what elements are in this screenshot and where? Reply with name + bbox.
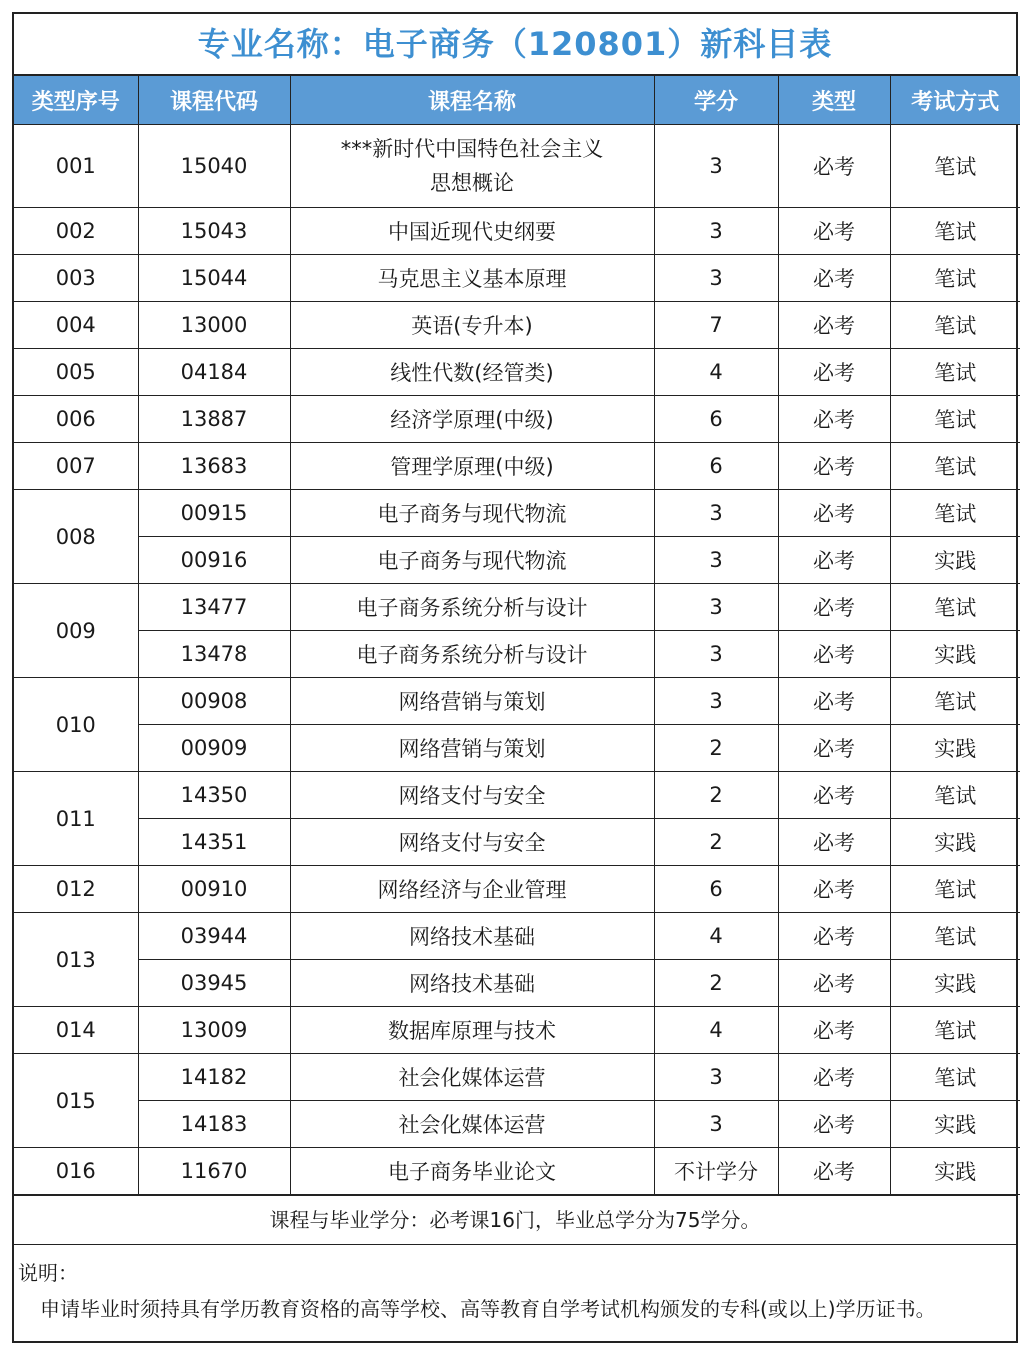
- course-name-cell: 电子商务毕业论文: [290, 1148, 654, 1195]
- table-body: [14, 125, 1020, 1195]
- credit-cell: 3: [654, 678, 778, 725]
- exam-method-cell: 笔试: [890, 1054, 1020, 1101]
- seq-cell: 010: [14, 678, 138, 772]
- table-row: [14, 725, 1020, 772]
- course-code-cell: 14350: [138, 772, 290, 819]
- course-name-cell: 网络技术基础: [290, 960, 654, 1007]
- exam-method-cell: 实践: [890, 1148, 1020, 1195]
- course-code-cell: 13009: [138, 1007, 290, 1054]
- exam-method-cell: 笔试: [890, 913, 1020, 960]
- header-credit: 学分: [654, 76, 778, 125]
- table-row: [14, 1148, 1020, 1195]
- seq-cell: 003: [14, 255, 138, 302]
- credit-cell: 3: [654, 255, 778, 302]
- header-name: 课程名称: [290, 76, 654, 125]
- type-cell: 必考: [778, 349, 890, 396]
- exam-method-cell: 实践: [890, 537, 1020, 584]
- exam-method-cell: 笔试: [890, 255, 1020, 302]
- exam-method-cell: 笔试: [890, 772, 1020, 819]
- notes-label: 说明：: [18, 1261, 78, 1285]
- course-code-cell: 03944: [138, 913, 290, 960]
- seq-cell: 009: [14, 584, 138, 678]
- exam-method-cell: 实践: [890, 819, 1020, 866]
- table-row: [14, 866, 1020, 913]
- seq-cell: 001: [14, 125, 138, 208]
- credit-cell: 3: [654, 631, 778, 678]
- exam-method-cell: 笔试: [890, 443, 1020, 490]
- seq-cell: 016: [14, 1148, 138, 1195]
- table-row: [14, 349, 1020, 396]
- course-name-cell: 马克思主义基本原理: [290, 255, 654, 302]
- course-name-cell: 网络支付与安全: [290, 772, 654, 819]
- course-code-cell: 13000: [138, 302, 290, 349]
- credit-cell: 3: [654, 490, 778, 537]
- course-code-cell: 00908: [138, 678, 290, 725]
- type-cell: 必考: [778, 396, 890, 443]
- type-cell: 必考: [778, 913, 890, 960]
- credit-cell: 2: [654, 819, 778, 866]
- type-cell: 必考: [778, 490, 890, 537]
- type-cell: 必考: [778, 125, 890, 208]
- course-name-cell: 网络营销与策划: [290, 725, 654, 772]
- table-row: [14, 443, 1020, 490]
- type-cell: 必考: [778, 208, 890, 255]
- course-name-cell: 电子商务与现代物流: [290, 490, 654, 537]
- seq-cell: 006: [14, 396, 138, 443]
- notes-section: [14, 1245, 1016, 1341]
- type-cell: 必考: [778, 443, 890, 490]
- credit-cell: 2: [654, 960, 778, 1007]
- course-name-cell: 电子商务系统分析与设计: [290, 631, 654, 678]
- course-name-cell: 网络技术基础: [290, 913, 654, 960]
- course-name-cell: 管理学原理(中级): [290, 443, 654, 490]
- credit-cell: 3: [654, 125, 778, 208]
- type-cell: 必考: [778, 255, 890, 302]
- credit-cell: 3: [654, 537, 778, 584]
- table-row: [14, 125, 1020, 208]
- course-code-cell: 04184: [138, 349, 290, 396]
- course-name-cell: 网络营销与策划: [290, 678, 654, 725]
- type-cell: 必考: [778, 537, 890, 584]
- type-cell: 必考: [778, 960, 890, 1007]
- table-row: [14, 396, 1020, 443]
- header-code: 课程代码: [138, 76, 290, 125]
- course-name-cell: 中国近现代史纲要: [290, 208, 654, 255]
- exam-method-cell: 笔试: [890, 866, 1020, 913]
- course-name-cell: 电子商务系统分析与设计: [290, 584, 654, 631]
- type-cell: 必考: [778, 772, 890, 819]
- header-seq: 类型序号: [14, 76, 138, 125]
- credit-cell: 2: [654, 725, 778, 772]
- seq-cell: 011: [14, 772, 138, 866]
- table-row: [14, 584, 1020, 631]
- table-row: [14, 678, 1020, 725]
- course-name-cell: ***新时代中国特色社会主义思想概论: [290, 125, 654, 208]
- seq-cell: 002: [14, 208, 138, 255]
- seq-cell: 013: [14, 913, 138, 1007]
- course-table-sheet: [12, 12, 1018, 1343]
- exam-method-cell: 实践: [890, 1101, 1020, 1148]
- seq-cell: 008: [14, 490, 138, 584]
- course-name-cell: 电子商务与现代物流: [290, 537, 654, 584]
- course-code-cell: 15043: [138, 208, 290, 255]
- exam-method-cell: 实践: [890, 725, 1020, 772]
- credit-cell: 3: [654, 208, 778, 255]
- type-cell: 必考: [778, 631, 890, 678]
- credit-cell: 3: [654, 1054, 778, 1101]
- course-code-cell: 15044: [138, 255, 290, 302]
- credit-cell: 2: [654, 772, 778, 819]
- table-row: [14, 772, 1020, 819]
- type-cell: 必考: [778, 584, 890, 631]
- table-row: [14, 1101, 1020, 1148]
- course-name-cell: 英语(专升本): [290, 302, 654, 349]
- course-code-cell: 11670: [138, 1148, 290, 1195]
- credit-cell: 6: [654, 396, 778, 443]
- type-cell: 必考: [778, 1148, 890, 1195]
- seq-cell: 014: [14, 1007, 138, 1054]
- course-code-cell: 14351: [138, 819, 290, 866]
- exam-method-cell: 笔试: [890, 1007, 1020, 1054]
- course-code-cell: 00915: [138, 490, 290, 537]
- credit-cell: 3: [654, 584, 778, 631]
- table-header-row: [14, 76, 1020, 125]
- type-cell: 必考: [778, 1054, 890, 1101]
- table-row: [14, 631, 1020, 678]
- course-code-cell: 14182: [138, 1054, 290, 1101]
- seq-cell: 012: [14, 866, 138, 913]
- course-name-cell: 社会化媒体运营: [290, 1054, 654, 1101]
- course-name-cell: 线性代数(经管类): [290, 349, 654, 396]
- credit-cell: 6: [654, 866, 778, 913]
- course-code-cell: 15040: [138, 125, 290, 208]
- course-name-cell: 网络经济与企业管理: [290, 866, 654, 913]
- table-row: [14, 255, 1020, 302]
- course-code-cell: 00909: [138, 725, 290, 772]
- credit-cell: 4: [654, 1007, 778, 1054]
- table-row: [14, 1007, 1020, 1054]
- exam-method-cell: 笔试: [890, 302, 1020, 349]
- course-code-cell: 13478: [138, 631, 290, 678]
- course-name-cell: 社会化媒体运营: [290, 1101, 654, 1148]
- seq-cell: 015: [14, 1054, 138, 1148]
- course-code-cell: 00916: [138, 537, 290, 584]
- table-row: [14, 913, 1020, 960]
- table-row: [14, 302, 1020, 349]
- page-title: 专业名称：电子商务（120801）新科目表: [14, 14, 1016, 76]
- type-cell: 必考: [778, 725, 890, 772]
- course-name-cell: 网络支付与安全: [290, 819, 654, 866]
- type-cell: 必考: [778, 1101, 890, 1148]
- credit-cell: 不计学分: [654, 1148, 778, 1195]
- course-name-cell: 数据库原理与技术: [290, 1007, 654, 1054]
- table-row: [14, 537, 1020, 584]
- seq-cell: 005: [14, 349, 138, 396]
- course-code-cell: 13683: [138, 443, 290, 490]
- credit-cell: 7: [654, 302, 778, 349]
- exam-method-cell: 笔试: [890, 490, 1020, 537]
- credit-cell: 4: [654, 913, 778, 960]
- credit-cell: 6: [654, 443, 778, 490]
- credit-summary: 课程与毕业学分：必考课16门，毕业总学分为75学分。: [14, 1195, 1016, 1245]
- table-row: [14, 208, 1020, 255]
- seq-cell: 007: [14, 443, 138, 490]
- course-code-cell: 00910: [138, 866, 290, 913]
- header-type: 类型: [778, 76, 890, 125]
- exam-method-cell: 笔试: [890, 125, 1020, 208]
- header-exam: 考试方式: [890, 76, 1020, 125]
- exam-method-cell: 笔试: [890, 584, 1020, 631]
- type-cell: 必考: [778, 1007, 890, 1054]
- course-code-cell: 03945: [138, 960, 290, 1007]
- table-row: [14, 960, 1020, 1007]
- credit-cell: 3: [654, 1101, 778, 1148]
- exam-method-cell: 实践: [890, 960, 1020, 1007]
- type-cell: 必考: [778, 678, 890, 725]
- table-row: [14, 819, 1020, 866]
- exam-method-cell: 笔试: [890, 208, 1020, 255]
- course-table: [14, 76, 1020, 1195]
- type-cell: 必考: [778, 819, 890, 866]
- exam-method-cell: 笔试: [890, 349, 1020, 396]
- table-row: [14, 490, 1020, 537]
- type-cell: 必考: [778, 302, 890, 349]
- notes-text: 申请毕业时须持具有学历教育资格的高等学校、高等教育自学考试机构颁发的专科(或以上)学历证书。: [40, 1297, 936, 1321]
- type-cell: 必考: [778, 866, 890, 913]
- seq-cell: 004: [14, 302, 138, 349]
- course-code-cell: 14183: [138, 1101, 290, 1148]
- credit-cell: 4: [654, 349, 778, 396]
- exam-method-cell: 笔试: [890, 396, 1020, 443]
- table-row: [14, 1054, 1020, 1101]
- course-name-cell: 经济学原理(中级): [290, 396, 654, 443]
- course-code-cell: 13887: [138, 396, 290, 443]
- exam-method-cell: 实践: [890, 631, 1020, 678]
- course-code-cell: 13477: [138, 584, 290, 631]
- exam-method-cell: 笔试: [890, 678, 1020, 725]
